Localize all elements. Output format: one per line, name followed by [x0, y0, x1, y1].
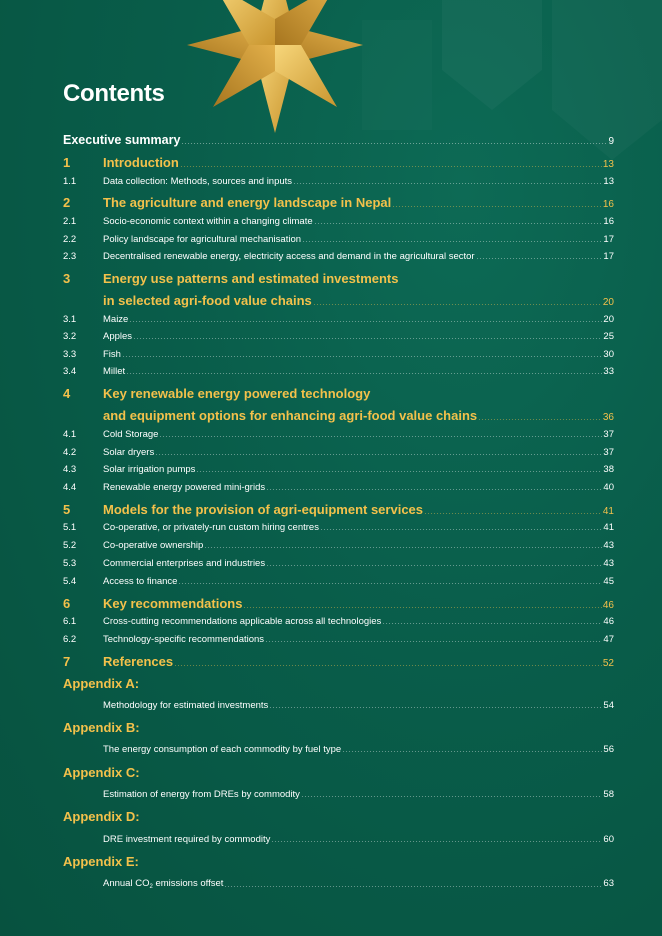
subsection-number: 4.1 [63, 429, 77, 440]
appendix-label: The energy consumption of each commodity by fuel type [103, 744, 342, 755]
section-title: Models for the provision of agri-equipment services [103, 502, 424, 517]
subsection-number: 6.1 [63, 616, 77, 627]
toc-section-2[interactable] [63, 195, 614, 210]
dot-leader [243, 607, 601, 608]
subsection-number: 4.4 [63, 482, 77, 493]
toc-page-number: 46 [603, 616, 614, 627]
dot-leader [174, 665, 602, 666]
toc-page-number: 13 [603, 176, 614, 187]
appendix-label [103, 878, 223, 890]
toc-page-number: 46 [602, 600, 614, 611]
section-number: 3 [63, 271, 71, 286]
toc-appendix-d[interactable] [63, 834, 614, 845]
section-title: Introduction [103, 155, 179, 170]
toc-page-number: 36 [602, 412, 614, 423]
section-title: Key recommendations [103, 596, 243, 611]
appendix-label: DRE investment required by commodity [103, 834, 271, 845]
subsection-label: Apples [103, 331, 133, 342]
toc-page-number: 37 [603, 429, 614, 440]
subsection-label: Data collection: Methods, sources and inputs [103, 176, 293, 187]
toc-subsection-2-2[interactable] [63, 234, 614, 245]
toc-section-1[interactable] [63, 155, 614, 170]
subsection-label: Technology-specific recommendations [103, 634, 265, 645]
subsection-label: Renewable energy powered mini-grids [103, 482, 266, 493]
toc-appendix-c-title[interactable] [63, 765, 614, 780]
toc-appendix-b[interactable] [63, 744, 614, 755]
appendix-label-prefix: Annual CO [103, 878, 150, 889]
toc-page-number: 47 [603, 634, 614, 645]
subsection-label: Cross-cutting recommendations applicable across all technologies [103, 616, 382, 627]
toc-page-number: 41 [603, 522, 614, 533]
toc-subsection-3-2[interactable] [63, 331, 614, 342]
subsection-number: 2.1 [63, 216, 77, 227]
toc-subsection-4-3[interactable] [63, 464, 614, 475]
toc-page-number: 43 [603, 540, 614, 551]
toc-page-number: 58 [603, 789, 614, 800]
toc-appendix-d-title[interactable] [63, 809, 614, 824]
subsection-label: Policy landscape for agricultural mechanisation [103, 234, 302, 245]
subsection-number: 4.3 [63, 464, 77, 475]
toc-page-number: 17 [603, 234, 614, 245]
dot-leader [196, 471, 602, 472]
toc-page-number: 30 [603, 349, 614, 360]
subsection-number: 3.1 [63, 314, 77, 325]
toc-section-5[interactable] [63, 502, 614, 517]
section-number: 6 [63, 596, 71, 611]
dot-leader [265, 641, 602, 642]
toc-page-number: 60 [603, 834, 614, 845]
page-title: Contents [63, 80, 165, 107]
dot-leader [342, 751, 602, 752]
dot-leader [266, 565, 602, 566]
toc-section-6[interactable] [63, 596, 614, 611]
dot-leader [271, 841, 602, 842]
dot-leader [293, 183, 602, 184]
toc-entry-label: Executive summary [63, 133, 181, 147]
subsection-number: 3.2 [63, 331, 77, 342]
subsection-label: Fish [103, 349, 121, 360]
subsection-number: 3.4 [63, 366, 77, 377]
section-title: in selected agri-food value chains [103, 293, 312, 308]
dot-leader [478, 419, 602, 420]
toc-page-number: 16 [603, 216, 614, 227]
section-number: 4 [63, 386, 71, 401]
gold-star-emblem [185, 0, 365, 135]
toc-page-number: 16 [602, 199, 614, 210]
dot-leader [320, 529, 602, 530]
toc-page-number: 54 [603, 700, 614, 711]
toc-page-number: 9 [608, 136, 614, 147]
section-number: 5 [63, 502, 71, 517]
toc-appendix-b-title[interactable] [63, 720, 614, 735]
toc-subsection-5-3[interactable] [63, 558, 614, 569]
section-title: and equipment options for enhancing agri-food value chains [103, 408, 478, 423]
toc-subsection-1-1[interactable] [63, 176, 614, 187]
appendix-title: Appendix C: [63, 765, 140, 780]
toc-page-number: 20 [603, 314, 614, 325]
appendix-title: Appendix E: [63, 854, 139, 869]
subsection-number: 4.2 [63, 447, 77, 458]
toc-page-number: 25 [603, 331, 614, 342]
subsection-number: 5.1 [63, 522, 77, 533]
toc-appendix-c[interactable] [63, 789, 614, 800]
subsection-number: 5.4 [63, 576, 77, 587]
toc-subsection-4-4[interactable] [63, 482, 614, 493]
toc-subsection-4-1[interactable] [63, 429, 614, 440]
subsection-label: Decentralised renewable energy, electricity access and demand in the agricultural sector [103, 251, 475, 262]
subsection-number: 6.2 [63, 634, 77, 645]
dot-leader [129, 321, 602, 322]
subsection-label: Commercial enterprises and industries [103, 558, 266, 569]
toc-appendix-e-title[interactable] [63, 854, 614, 869]
subsection-label: Cold Storage [103, 429, 159, 440]
subsection-number: 5.3 [63, 558, 77, 569]
subsection-number: 2.3 [63, 251, 77, 262]
dot-leader [301, 796, 602, 797]
toc-subsection-2-3[interactable] [63, 251, 614, 262]
dot-leader [180, 166, 602, 167]
dot-leader [424, 513, 602, 514]
dot-leader [126, 373, 602, 374]
dot-leader [224, 886, 602, 887]
toc-subsection-3-3[interactable] [63, 349, 614, 360]
dot-leader [476, 258, 603, 259]
dot-leader [204, 547, 602, 548]
subsection-number: 5.2 [63, 540, 77, 551]
toc-subsection-2-1[interactable] [63, 216, 614, 227]
appendix-label-subscript: 2 [149, 884, 153, 890]
subsection-label: Solar dryers [103, 447, 155, 458]
toc-section-4[interactable] [63, 408, 614, 423]
dot-leader [313, 304, 602, 305]
dot-leader [133, 338, 602, 339]
toc-section-4-line1[interactable] [63, 386, 614, 401]
appendix-title: Appendix A: [63, 676, 140, 691]
dot-leader [266, 489, 602, 490]
toc-page-number: 13 [602, 159, 614, 170]
appendix-label: Estimation of energy from DREs by commodity [103, 789, 300, 800]
subsection-number: 2.2 [63, 234, 77, 245]
section-number: 7 [63, 654, 71, 669]
toc-section-3-line1[interactable] [63, 271, 614, 286]
toc-section-7[interactable] [63, 654, 614, 669]
section-number: 1 [63, 155, 71, 170]
toc-section-3[interactable] [63, 293, 614, 308]
dot-leader [314, 223, 603, 224]
subsection-label: Maize [103, 314, 129, 325]
toc-page-number: 20 [602, 297, 614, 308]
toc-page-number: 41 [602, 506, 614, 517]
dot-leader [155, 454, 602, 455]
toc-page-number: 33 [603, 366, 614, 377]
toc-page-number: 43 [603, 558, 614, 569]
toc-page-number: 52 [602, 658, 614, 669]
dot-leader [159, 436, 602, 437]
dot-leader [269, 707, 602, 708]
toc-appendix-a[interactable] [63, 700, 614, 711]
dot-leader [302, 241, 602, 242]
toc-subsection-6-2[interactable] [63, 634, 614, 645]
subsection-number: 1.1 [63, 176, 77, 187]
dot-leader [382, 623, 602, 624]
toc-page-number: 17 [603, 251, 614, 262]
toc-subsection-5-1[interactable] [63, 522, 614, 533]
subsection-label: Socio-economic context within a changing climate [103, 216, 313, 227]
toc-page-number: 38 [603, 464, 614, 475]
dot-leader [181, 143, 607, 144]
toc-page-number: 37 [603, 447, 614, 458]
subsection-label: Co-operative, or privately-run custom hiring centres [103, 522, 319, 533]
section-title-line1: Key renewable energy powered technology [103, 386, 371, 401]
dot-leader [122, 356, 602, 357]
section-title-line1: Energy use patterns and estimated investments [103, 271, 399, 286]
section-title: References [103, 654, 174, 669]
toc-subsection-5-4[interactable] [63, 576, 614, 587]
subsection-number: 3.3 [63, 349, 77, 360]
section-number: 2 [63, 195, 71, 210]
geometric-background-shape [362, 0, 662, 200]
toc-executive-summary[interactable] [63, 133, 614, 147]
section-title: The agriculture and energy landscape in Nepal [103, 195, 392, 210]
subsection-label: Millet [103, 366, 126, 377]
appendix-title: Appendix D: [63, 809, 140, 824]
appendix-label-suffix: emissions offset [152, 878, 224, 889]
toc-subsection-6-1[interactable] [63, 616, 614, 627]
toc-page-number: 63 [603, 878, 614, 889]
toc-appendix-e[interactable] [63, 878, 614, 890]
toc-subsection-3-4[interactable] [63, 366, 614, 377]
appendix-title: Appendix B: [63, 720, 140, 735]
toc-page-number: 56 [603, 744, 614, 755]
subsection-label: Co-operative ownership [103, 540, 204, 551]
subsection-label: Access to finance [103, 576, 178, 587]
toc-subsection-5-2[interactable] [63, 540, 614, 551]
appendix-label: Methodology for estimated investments [103, 700, 269, 711]
dot-leader [178, 583, 602, 584]
dot-leader [392, 206, 602, 207]
toc-page-number: 45 [603, 576, 614, 587]
toc-appendix-a-title[interactable] [63, 676, 614, 691]
toc-page-number: 40 [603, 482, 614, 493]
toc-subsection-4-2[interactable] [63, 447, 614, 458]
toc-subsection-3-1[interactable] [63, 314, 614, 325]
subsection-label: Solar irrigation pumps [103, 464, 196, 475]
